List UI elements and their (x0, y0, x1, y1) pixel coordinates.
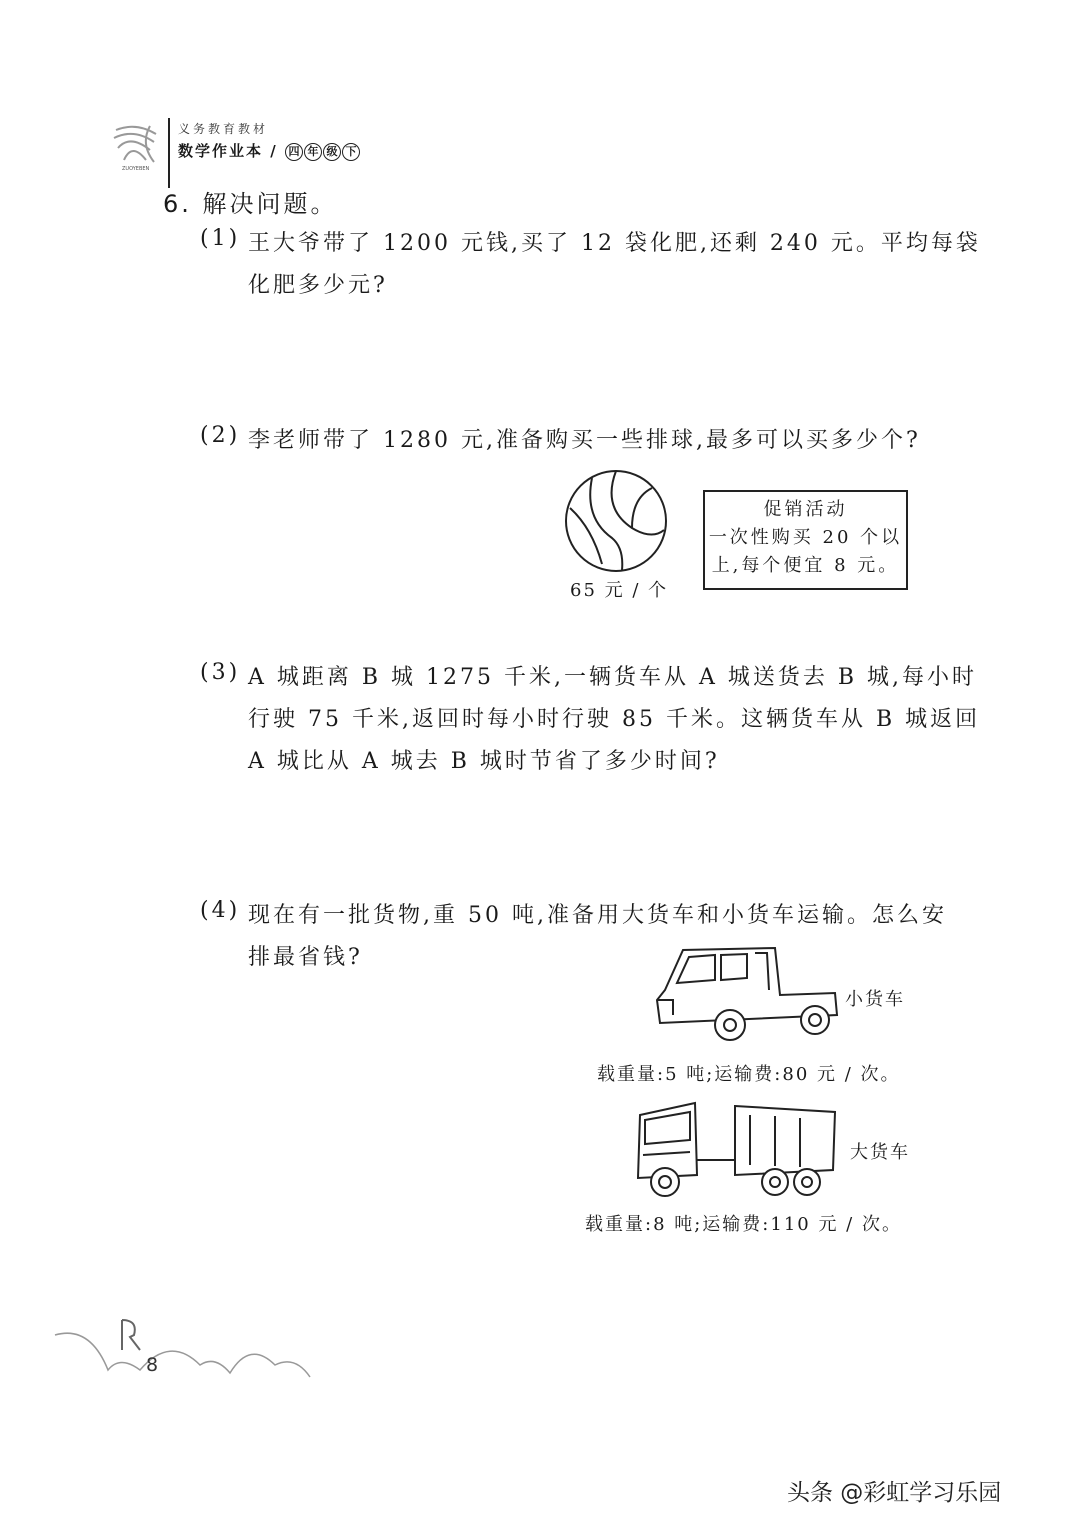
question-label: (2) (200, 423, 241, 448)
grade-badge: 级 (323, 143, 341, 161)
separator: / (270, 142, 278, 160)
question-text-line: 行驶 75 千米,返回时每小时行驶 85 千米。这辆货车从 B 城返回 (248, 707, 981, 732)
grade-badge: 下 (342, 143, 360, 161)
grade-badges (285, 142, 361, 160)
big-truck-spec: 载重量:8 吨;运输费:110 元 / 次。 (585, 1214, 902, 1235)
book-title-text: 数学作业本 (178, 142, 264, 160)
small-truck-icon (655, 945, 845, 1045)
small-truck-spec: 载重量:5 吨;运输费:80 元 / 次。 (597, 1064, 901, 1085)
promo-line: 一次性购买 20 个以 (708, 527, 903, 548)
big-truck-icon (635, 1100, 845, 1200)
section-number: 6. (163, 190, 192, 218)
question-label: (3) (200, 660, 241, 685)
publisher-logo-icon (110, 120, 162, 172)
section-title: 解决问题。 (202, 190, 338, 218)
question-text-line: 排最省钱? (248, 945, 363, 970)
question-text-line: 现在有一批货物,重 50 吨,准备用大货车和小货车运输。怎么安 (248, 903, 947, 928)
question-text-line: 化肥多少元? (248, 273, 388, 298)
series-label: 义务教育教材 (178, 122, 269, 136)
question-text-line: 王大爷带了 1200 元钱,买了 12 袋化肥,还剩 240 元。平均每袋 (248, 231, 981, 256)
promo-title: 促销活动 (763, 499, 848, 520)
watermark: 头条 @彩虹学习乐园 (787, 1480, 1002, 1506)
header-divider (168, 118, 170, 188)
svg-text:ZUOYEBEN: ZUOYEBEN (122, 166, 150, 172)
promo-line: 上,每个便宜 8 元。 (711, 555, 900, 576)
grade-badge: 四 (285, 143, 303, 161)
section-heading (163, 184, 338, 219)
question-text-line: A 城距离 B 城 1275 千米,一辆货车从 A 城送货去 B 城,每小时 (248, 665, 978, 690)
page-number: 8 (146, 1354, 159, 1376)
small-truck-label: 小货车 (845, 989, 905, 1010)
question-text-line: A 城比从 A 城去 B 城时节省了多少时间? (248, 749, 720, 774)
ball-price: 65 元 / 个 (570, 580, 669, 601)
question-text-line: 李老师带了 1280 元,准备购买一些排球,最多可以买多少个? (248, 428, 921, 453)
cloud-decoration-icon (50, 1315, 350, 1395)
book-title (178, 140, 361, 161)
big-truck-label: 大货车 (850, 1142, 910, 1163)
volleyball-icon (562, 468, 670, 574)
grade-badge: 年 (304, 143, 322, 161)
question-label: (4) (200, 898, 241, 923)
promotion-box (703, 490, 908, 590)
question-label: (1) (200, 226, 241, 251)
